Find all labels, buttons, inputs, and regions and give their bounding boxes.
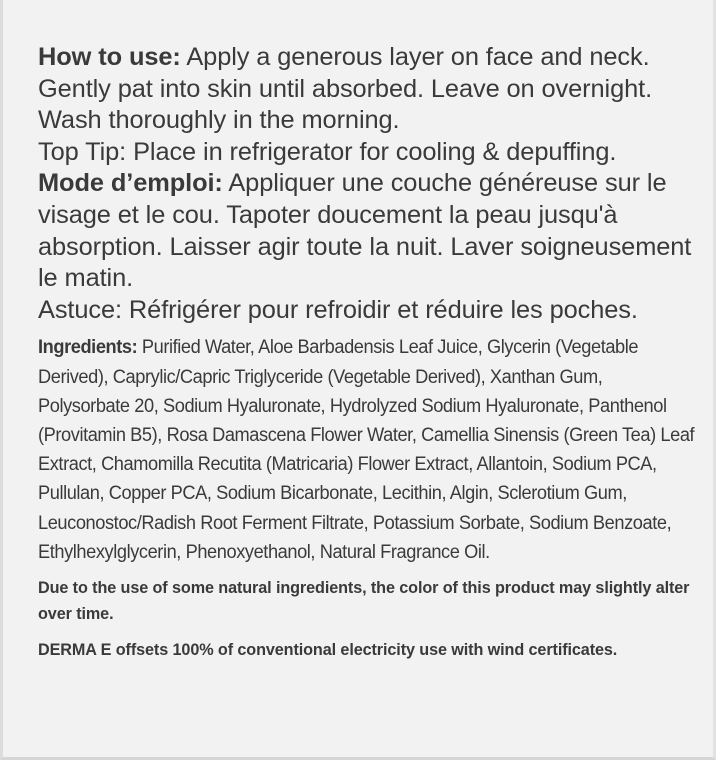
ingredients-text: Purified Water, Aloe Barbadensis Leaf Juice, Glycerin (Vegetable Derived), Caprylic/Capric Triglyceride (Vegetable Derived), Xanthan Gum, Polysorbate 20, Sodium Hyaluronate, Hydrolyzed Sodium Hyaluronate, Panthenol (Provitamin B5), Rosa Damascena Flower Water, Camellia Sinensis (Green Tea) Leaf Extract, Chamomilla Recutita (Matricaria) Flower Extract, Allantoin, Sodium PCA, Pullulan, Copper PCA, Sodium Bicarbonate, Lecithin, Algin, Sclerotium Gum, Leuconostoc/Radish Root Ferment Filtrate, Potassium Sorbate, Sodium Benzoate, Ethylhexylglycerin, Phenoxyethanol, Natural Fragrance Oil. xyxy=(38,336,695,563)
top-tip-paragraph: Top Tip: Place in refrigerator for cooling & depuffing. xyxy=(38,137,617,166)
ingredients-block xyxy=(38,333,698,567)
how-to-use-label: How to use: xyxy=(38,43,181,71)
astuce-paragraph: Astuce: Réfrigérer pour refroidir et réduire les poches. xyxy=(38,295,638,324)
mode-emploi-paragraph xyxy=(38,168,698,294)
how-to-use-text: Apply a generous layer on face and neck. Gently pat into skin until absorbed. Leave on overnight. Wash thoroughly in the morning. xyxy=(38,43,653,135)
color-notice: Due to the use of some natural ingredients, the color of this product may slightly alter over time. xyxy=(38,578,690,623)
mode-emploi-label: Mode d’emploi: xyxy=(38,169,223,198)
wind-offset-statement: DERMA E offsets 100% of conventional electricity use with wind certificates. xyxy=(38,640,618,659)
usage-instructions xyxy=(38,42,698,326)
ingredients-label: Ingredients: xyxy=(38,336,138,359)
label-text-content xyxy=(38,42,698,663)
disclaimer-block xyxy=(38,575,698,663)
ingredients-paragraph xyxy=(38,333,698,567)
how-to-use-paragraph xyxy=(38,42,698,137)
mode-emploi-text: Appliquer une couche généreuse sur le visage et le cou. Tapoter doucement la peau jusqu'à absorption. Laisser agir toute la nuit. Laver soigneusement le matin. xyxy=(38,169,692,293)
